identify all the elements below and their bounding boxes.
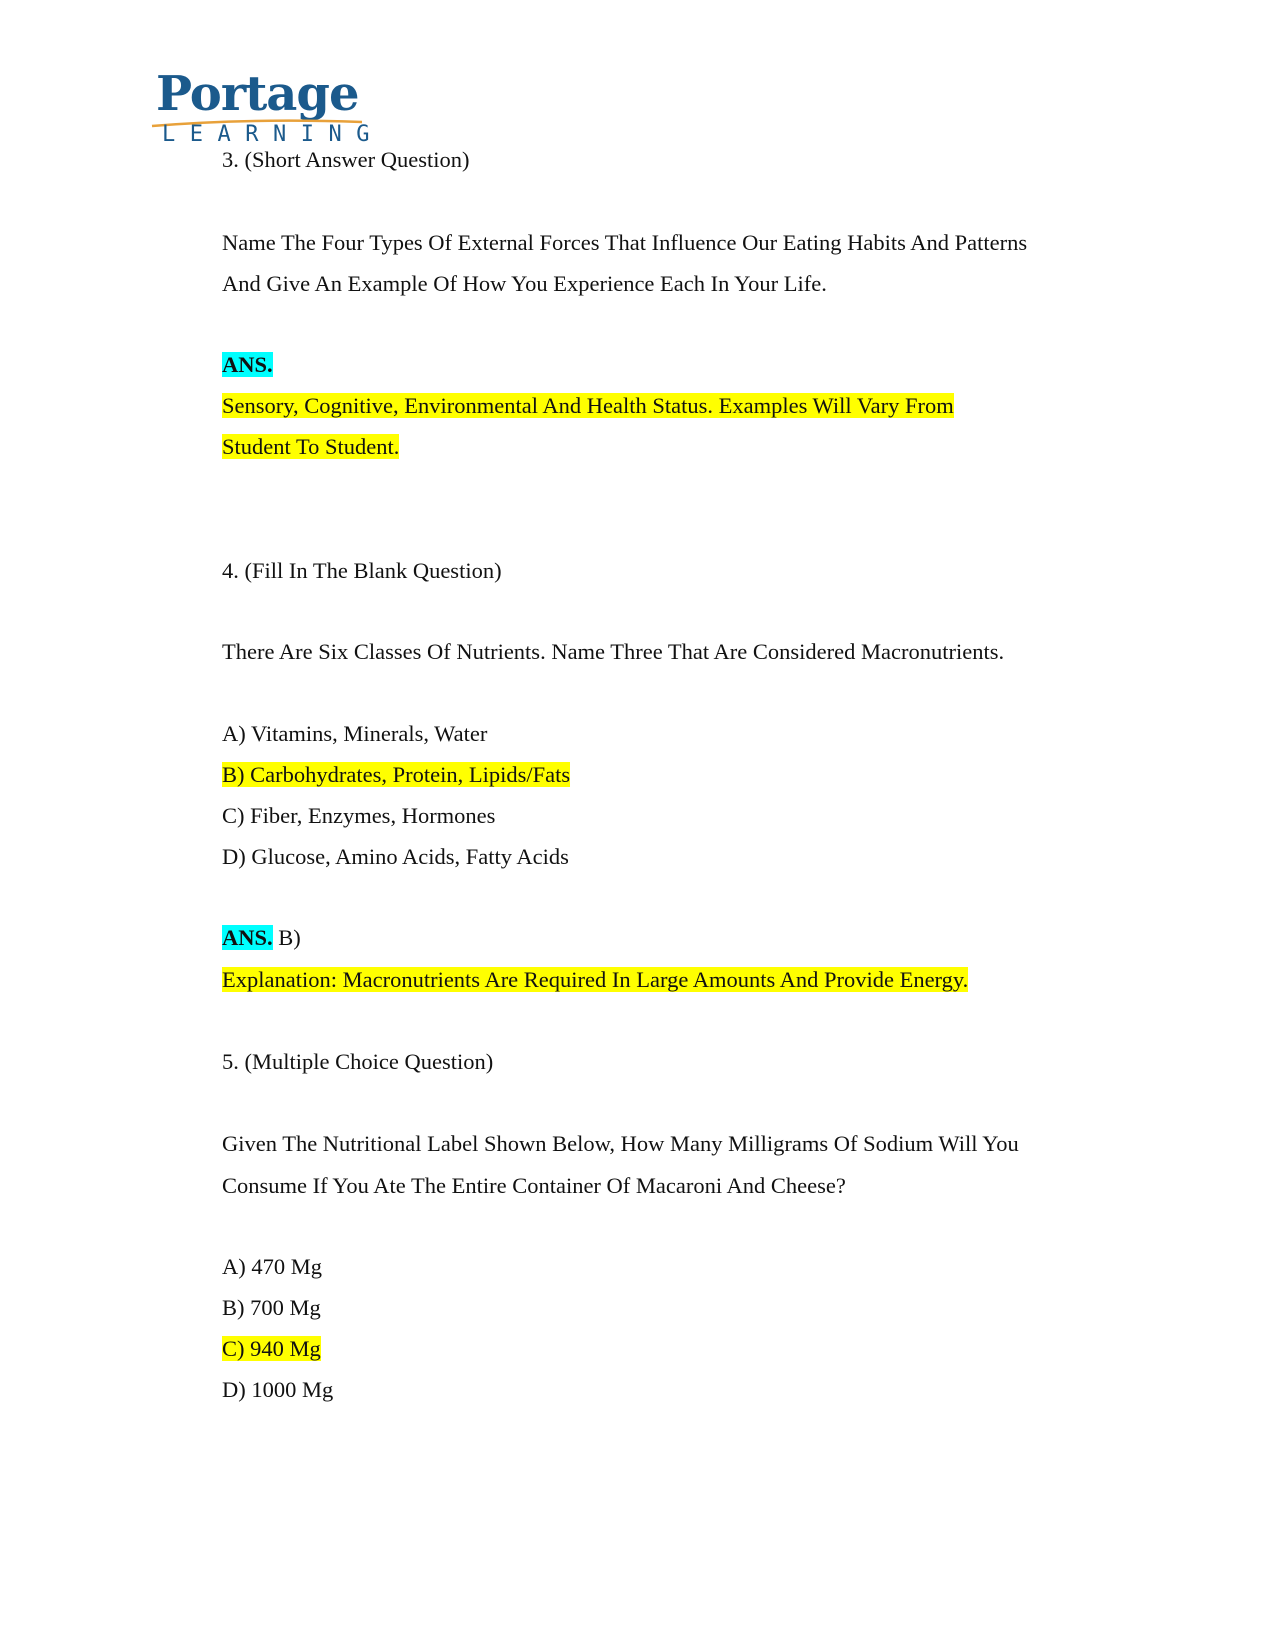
q4-option-d: D) Glucose, Amino Acids, Fatty Acids bbox=[222, 844, 569, 869]
q4-option-c: C) Fiber, Enzymes, Hormones bbox=[222, 803, 496, 828]
q5-prompt-line2: Consume If You Ate The Entire Container Of Macaroni And Cheese? bbox=[222, 1173, 846, 1198]
q4-prompt: There Are Six Classes Of Nutrients. Name Three That Are Considered Macronutrients. bbox=[222, 639, 1005, 664]
q3-ans-row bbox=[222, 351, 273, 379]
q4-explanation: Explanation: Macronutrients Are Required In Large Amounts And Provide Energy. bbox=[222, 967, 969, 992]
logo-brand-text: Portage bbox=[156, 66, 359, 122]
logo-sub-text: LEARNING bbox=[162, 122, 384, 147]
q3-header: 3. (Short Answer Question) bbox=[222, 147, 470, 172]
q3-answer-line1: Sensory, Cognitive, Environmental And Health Status. Examples Will Vary From bbox=[222, 393, 954, 418]
q4-option-b: B) Carbohydrates, Protein, Lipids/Fats bbox=[222, 762, 571, 787]
q4-option-b-row bbox=[222, 761, 570, 789]
q5-header: 5. (Multiple Choice Question) bbox=[222, 1049, 494, 1074]
q3-prompt-line1: Name The Four Types Of External Forces That Influence Our Eating Habits And Patterns bbox=[222, 230, 1028, 255]
q5-option-b: B) 700 Mg bbox=[222, 1295, 321, 1320]
q5-option-c: C) 940 Mg bbox=[222, 1336, 321, 1361]
q5-option-c-row bbox=[222, 1335, 321, 1363]
q3-ans-label: ANS. bbox=[222, 352, 273, 377]
q4-ans-row bbox=[222, 924, 301, 952]
q5-option-a: A) 470 Mg bbox=[222, 1254, 322, 1279]
q3-answer-line2: Student To Student. bbox=[222, 434, 400, 459]
q5-prompt-line1: Given The Nutritional Label Shown Below, How Many Milligrams Of Sodium Will You bbox=[222, 1131, 1019, 1156]
q4-header: 4. (Fill In The Blank Question) bbox=[222, 558, 502, 583]
q4-ans-value: B) bbox=[272, 925, 301, 950]
q4-option-a: A) Vitamins, Minerals, Water bbox=[222, 721, 488, 746]
q3-answer-line2-row bbox=[222, 433, 399, 461]
q4-ans-label: ANS. bbox=[222, 925, 273, 950]
portage-learning-logo bbox=[150, 66, 384, 151]
q5-option-d: D) 1000 Mg bbox=[222, 1377, 334, 1402]
q4-explanation-row bbox=[222, 966, 968, 994]
q3-prompt-line2: And Give An Example Of How You Experience Each In Your Life. bbox=[222, 271, 827, 296]
q3-answer-line1-row bbox=[222, 392, 954, 420]
